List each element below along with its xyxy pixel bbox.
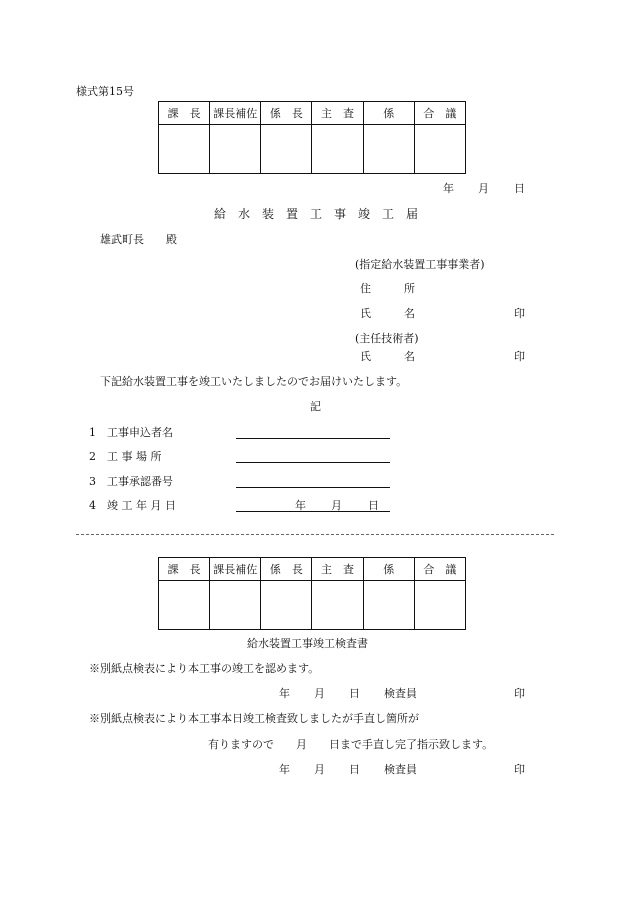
stamp-box [159,581,210,630]
date-year: 年 [443,182,454,195]
inspector-label: 検査員 [384,687,417,700]
approval-stamp-table-bottom [158,557,466,630]
item-label: 竣 工 年 月 日 [107,499,176,512]
inspection-line-repair-cont: 有りますので 月 日まで手直し完了指示致します。 [208,738,494,751]
form-number: 様式第15号 [76,85,134,98]
stamp-box [210,581,261,630]
item-number: 3 [89,475,96,488]
stamp-header: 合 議 [414,102,465,125]
stamp-box [414,581,465,630]
sign-month: 月 [314,687,325,700]
item-number: 1 [89,426,96,439]
fill-line [236,462,390,463]
inspector-label: 検査員 [384,763,417,776]
stamp-header: 課 長 [159,558,210,581]
item-label: 工 事 場 所 [107,450,162,463]
completion-month: 月 [331,499,342,512]
seal-mark: 印 [514,763,525,776]
statement: 下記給水装置工事を竣工いたしましたのでお届けいたします。 [100,375,408,388]
sign-year: 年 [279,763,290,776]
stamp-header: 課 長 [159,102,210,125]
inspection-line-repair: ※別紙点検表により本工事本日竣工検査致しましたが手直し箇所が [89,712,419,725]
stamp-box [363,581,414,630]
completion-year: 年 [295,499,306,512]
stamp-box [363,125,414,174]
stamp-box [312,581,363,630]
date-month: 月 [478,182,489,195]
approval-stamp-table-top [158,101,466,174]
page-title: 給 水 装 置 工 事 竣 工 届 [214,207,419,221]
stamp-box [414,125,465,174]
stamp-header: 主 査 [312,558,363,581]
addressee: 雄武町長 殿 [100,233,177,246]
inspection-title: 給水装置工事竣工検査書 [247,637,368,650]
engineer-label: (主任技術者) [355,332,419,345]
stamp-header: 主 査 [312,102,363,125]
seal-mark: 印 [514,687,525,700]
ki-heading: 記 [310,400,321,413]
item-label: 工事承認番号 [107,475,173,488]
name-label: 氏 名 [360,307,415,320]
stamp-header: 課長補佐 [210,558,261,581]
address-label: 住 所 [360,282,415,295]
stamp-box [159,125,210,174]
seal-mark: 印 [514,350,525,363]
stamp-header: 係 [363,102,414,125]
item-number: 2 [89,450,96,463]
completion-day: 日 [368,499,379,512]
stamp-header: 係 [363,558,414,581]
stamp-box [261,581,312,630]
contractor-label: (指定給水装置工事事業者) [355,258,485,271]
engineer-name-label: 氏 名 [360,350,415,363]
sign-year: 年 [279,687,290,700]
seal-mark: 印 [514,307,525,320]
stamp-header: 係 長 [261,102,312,125]
stamp-header: 係 長 [261,558,312,581]
stamp-header: 課長補佐 [210,102,261,125]
item-label: 工事申込者名 [107,426,173,439]
fill-line [236,438,390,439]
fill-line [236,487,390,488]
stamp-box [210,125,261,174]
stamp-box [261,125,312,174]
item-number: 4 [89,499,96,512]
cut-line [76,534,554,535]
sign-month: 月 [314,763,325,776]
fill-line [236,511,390,512]
inspection-line-approve: ※別紙点検表により本工事の竣工を認めます。 [89,662,320,675]
sign-day: 日 [349,687,360,700]
sign-day: 日 [349,763,360,776]
stamp-box [312,125,363,174]
date-day: 日 [514,182,525,195]
stamp-header: 合 議 [414,558,465,581]
